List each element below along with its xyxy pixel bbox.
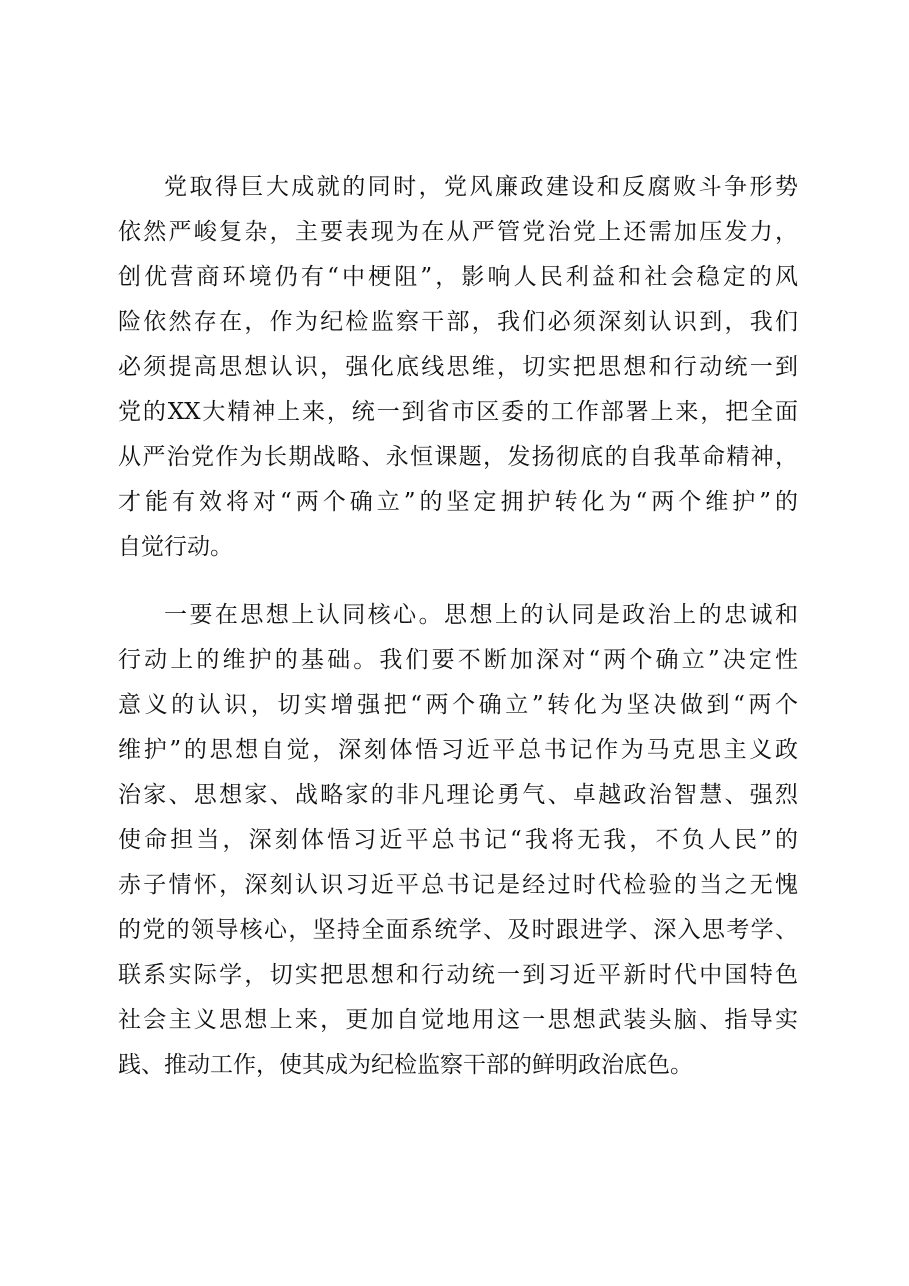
paragraph-1-line-7: 从严治党作为长期战略、永恒课题，发扬彻底的自我革命精神， [118,444,798,470]
paragraph-2-line-5: 治家、思想家、战略家的非凡理论勇气、卓越政治智慧、强烈 [118,782,798,808]
paragraph-2-line-8: 的党的领导核心，坚持全面系统学、及时跟进学、深入思考学、 [118,917,798,943]
paragraph-2-line-7: 赤子情怀，深刻认识习近平总书记是经过时代检验的当之无愧 [118,872,798,898]
paragraph-1-line-1: 党取得巨大成就的同时，党风廉政建设和反腐败斗争形势 [164,174,798,200]
paragraph-2-line-3: 意义的认识，切实增强把“两个确立”转化为坚决做到“两个 [118,692,798,718]
paragraph-1-line-5: 必须提高思想认识，强化底线思维，切实把思想和行动统一到 [118,354,798,380]
paragraph-2-line-4: 维护”的思想自觉，深刻体悟习近平总书记作为马克思主义政 [118,737,798,763]
paragraph-2-line-9: 联系实际学，切实把思想和行动统一到习近平新时代中国特色 [118,962,798,988]
paragraph-2-line-10: 社会主义思想上来，更加自觉地用这一思想武装头脑、指导实 [118,1007,798,1033]
paragraph-1-line-2: 依然严峻复杂，主要表现为在从严管党治党上还需加压发力， [118,219,798,245]
paragraph-2-line-6: 使命担当，深刻体悟习近平总书记“我将无我，不负人民”的 [118,827,798,853]
paragraph-1-line-6: 党的XX大精神上来，统一到省市区委的工作部署上来，把全面 [118,399,798,425]
paragraph-1-line-8: 才能有效将对“两个确立”的坚定拥护转化为“两个维护”的 [118,489,798,515]
paragraph-1-line-4: 险依然存在，作为纪检监察干部，我们必须深刻认识到，我们 [118,309,798,335]
paragraph-2-line-11: 践、推动工作，使其成为纪检监察干部的鲜明政治底色。 [118,1052,693,1078]
paragraph-1-line-9: 自觉行动。 [118,534,233,560]
paragraph-1-line-3: 创优营商环境仍有“中梗阻”，影响人民利益和社会稳定的风 [118,264,798,290]
paragraph-2-line-1: 一要在思想上认同核心。思想上的认同是政治上的忠诚和 [164,602,798,628]
paragraph-2-line-2: 行动上的维护的基础。我们要不断加深对“两个确立”决定性 [118,647,798,673]
